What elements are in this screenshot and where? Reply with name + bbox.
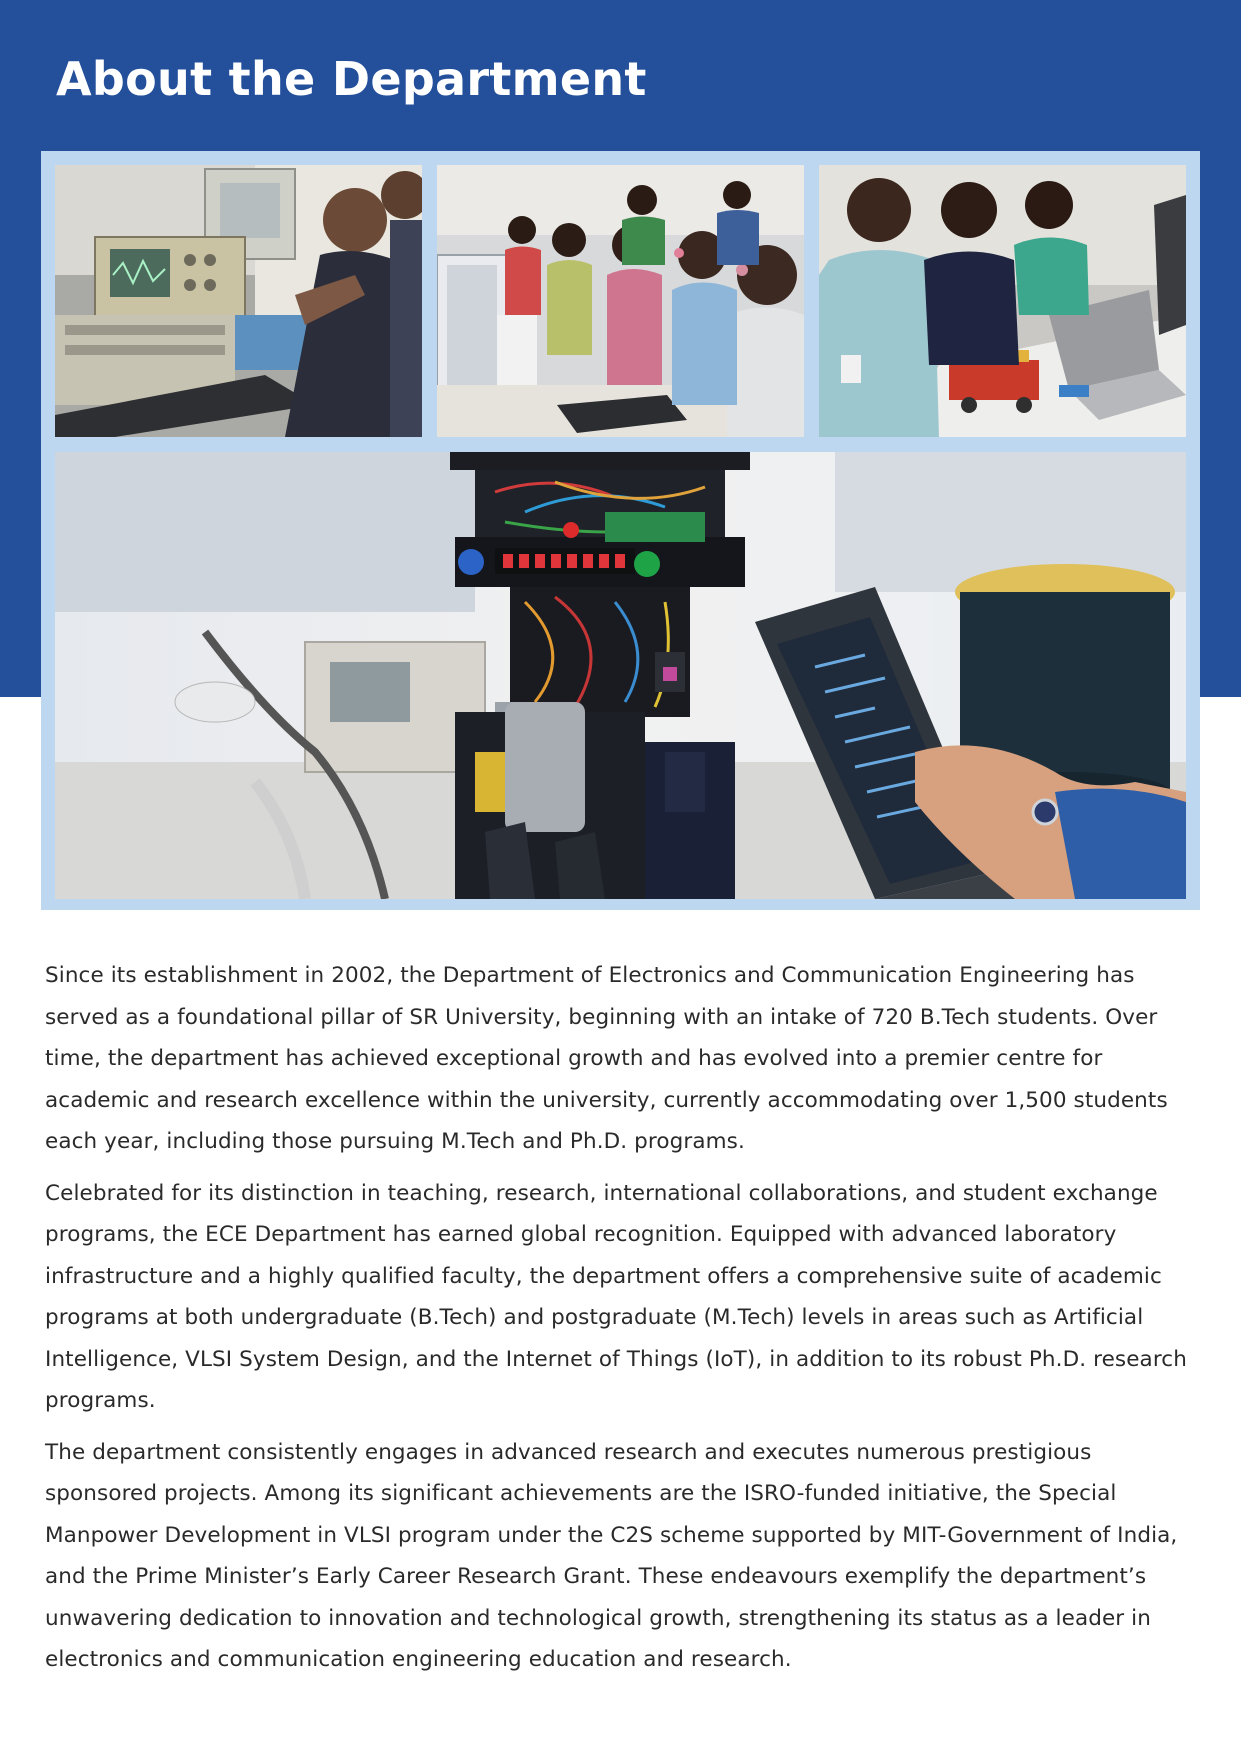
page-title: About the Department (56, 52, 647, 106)
photo-students-computer-lab (437, 165, 804, 437)
about-body-text (45, 955, 1195, 1691)
photo-robot-and-laptop (55, 452, 1186, 899)
paragraph-history: Since its establishment in 2002, the Department of Electronics and Communication Engineering has served as a foundational pillar of SR University, beginning with an intake of 720 B.Tech students. Over time, the department has achieved exceptional growth and has evolved into a premier centre for academic and research excellence within the university, currently accommodating over 1,500 students each year, including those pursuing M.Tech and Ph.D. programs. (45, 963, 1168, 1154)
photo-students-robotics-kit (819, 165, 1186, 437)
photo-collage (41, 151, 1200, 910)
paragraph-research: The department consistently engages in advanced research and executes numerous prestigious sponsored projects. Among its significant achievements are the ISRO-funded initiative, the Special Manpower Development in VLSI program under the C2S scheme supported by MIT-Government of India, and the Prime Minister’s Early Career Research Grant. These endeavours exemplify the department’s unwavering dedication to innovation and technological growth, strengthening its status as a leader in electronics and communication engineering education and research. (45, 1439, 1178, 1672)
photo-lab-oscilloscope (55, 165, 422, 437)
paragraph-recognition: Celebrated for its distinction in teaching, research, international collaborations, and student exchange programs, the ECE Department has earned global recognition. Equipped with advanced laboratory infrastructure and a highly qualified faculty, the department offers a comprehensive suite of academic programs at both undergraduate (B.Tech) and postgraduate (M.Tech) levels in areas such as Artificial Intelligence, VLSI System Design, and the Internet of Things (IoT), in addition to its robust Ph.D. research programs. (45, 1180, 1187, 1413)
